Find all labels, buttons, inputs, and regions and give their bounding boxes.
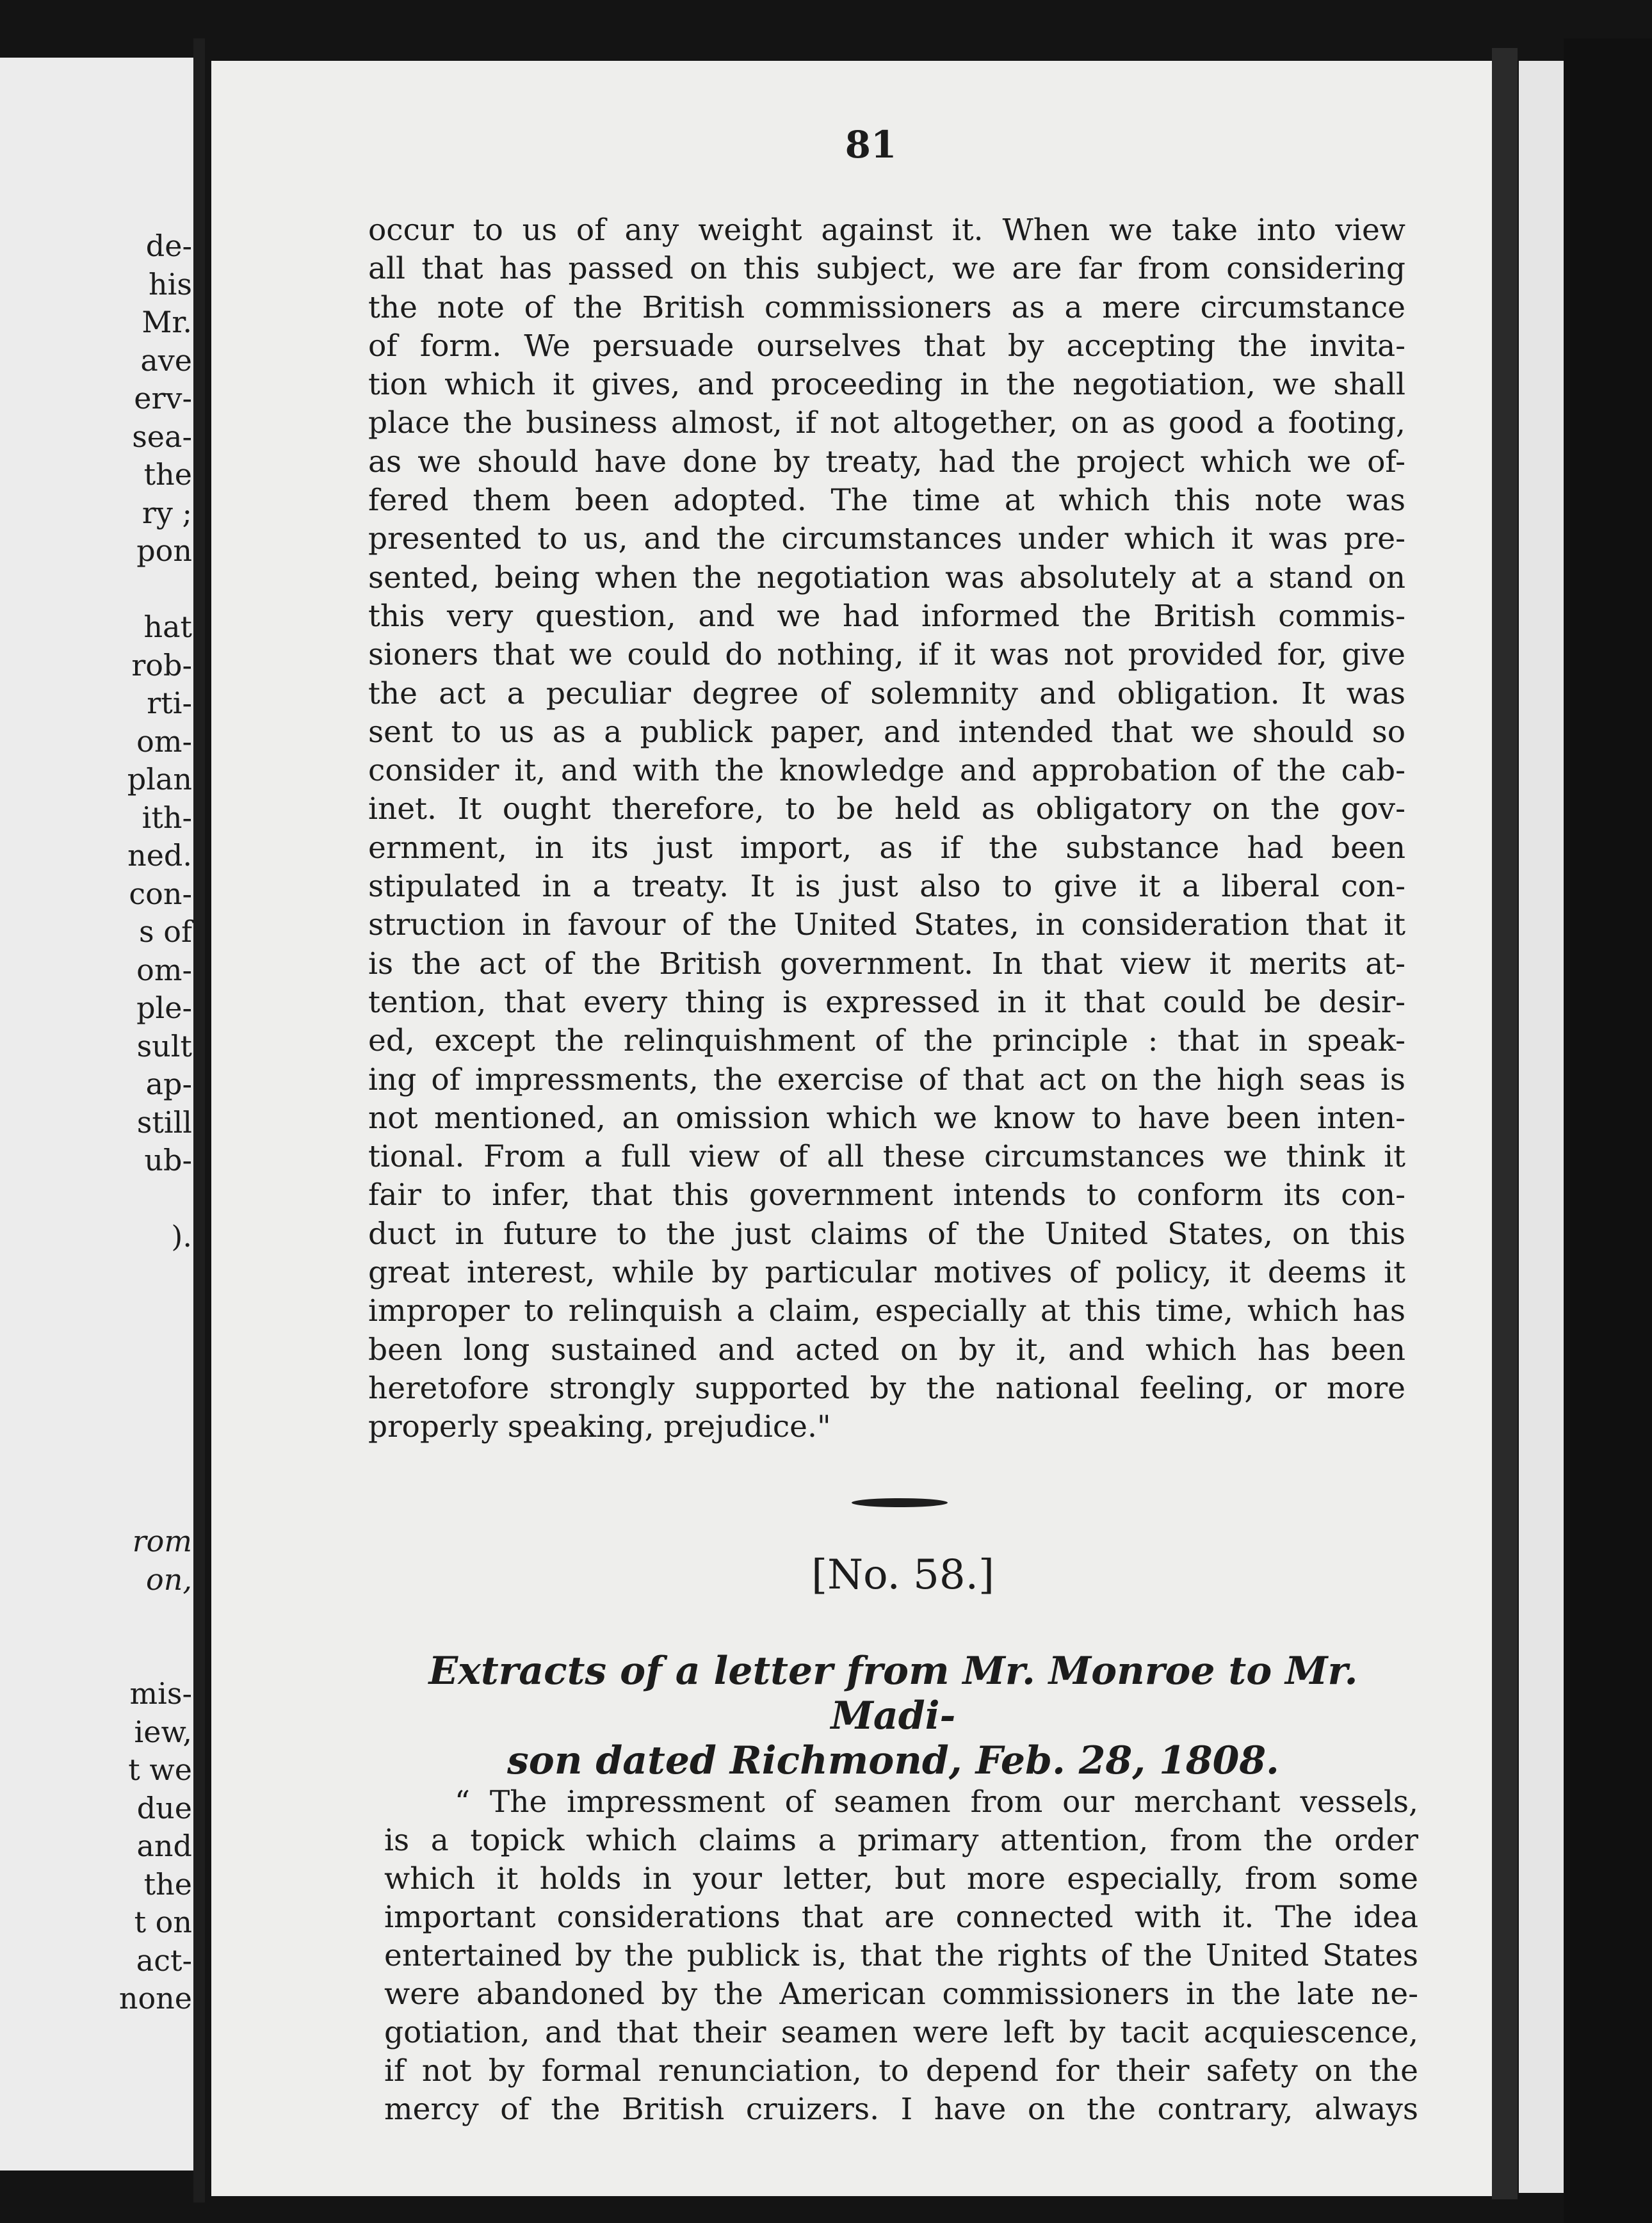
letter-body-line: “ The impressment of seamen from our merchant vessels, [455, 1784, 1418, 1820]
scan-background [1564, 38, 1652, 2223]
left-page-fragment: the [143, 457, 192, 492]
body-text-line: stipulated in a treaty. It is just also to give it a liberal con- [368, 869, 1405, 905]
left-page-fragment: mis- [129, 1676, 192, 1711]
left-page-fragment: sea- [132, 419, 192, 454]
left-page-fragment: rti- [147, 686, 192, 720]
left-page-fragment: de- [145, 229, 192, 263]
left-page-fragment: ry ; [142, 495, 192, 530]
left-page-fragment: rob- [131, 647, 192, 683]
body-text-line: place the business almost, if not altogether, on as good a footing, [368, 405, 1405, 441]
body-text-line: consider it, and with the knowledge and approbation of the cab- [368, 753, 1405, 789]
body-text-line: of form. We persuade ourselves that by accepting the invita- [368, 328, 1405, 364]
body-text-line: sent to us as a publick paper, and intended that we should so [368, 714, 1405, 750]
body-text-line: tion which it gives, and proceeding in the negotiation, we shall [368, 367, 1405, 403]
body-text-line: improper to relinquish a claim, especially at this time, which has [368, 1293, 1405, 1329]
letter-body-line: is a topick which claims a primary attention, from the order [384, 1823, 1418, 1858]
left-page-fragment: none [118, 1981, 192, 2016]
left-page-fragment: ub- [144, 1143, 192, 1177]
body-text-line: presented to us, and the circumstances under which it was pre- [368, 521, 1405, 557]
body-text-line: been long sustained and acted on by it, and which has been [368, 1332, 1405, 1368]
left-page-fragment: t on [134, 1905, 192, 1939]
left-page-fragment: erv- [134, 381, 192, 416]
section-heading: [No. 58.] [811, 1551, 994, 1599]
body-text-line: heretofore strongly supported by the national feeling, or more [368, 1370, 1405, 1406]
body-text-line: tention, that every thing is expressed in it that could be desir- [368, 984, 1405, 1020]
body-text-line: the act a peculiar degree of solemnity and obligation. It was [368, 675, 1405, 711]
body-text-line: sioners that we could do nothing, if it was not provided for, give [368, 637, 1405, 673]
body-text-line: duct in future to the just claims of the United States, on this [368, 1216, 1405, 1252]
body-text-line: sented, being when the negotiation was absolutely at a stand on [368, 560, 1405, 595]
right-page-edge-shadow [1492, 48, 1518, 2199]
letter-body-line: mercy of the British cruizers. I have on the contrary, always [384, 2092, 1418, 2127]
body-text-line: tional. From a full view of all these circumstances we think it [368, 1139, 1405, 1175]
left-page-fragment: act- [136, 1943, 192, 1978]
body-text-line: this very question, and we had informed the British commis- [368, 598, 1405, 634]
left-page-fragment: Mr. [142, 305, 192, 339]
body-text-line: occur to us of any weight against it. When we take into view [368, 213, 1405, 248]
ornamental-divider [852, 1498, 948, 1507]
letter-body-line: important considerations that are connected with it. The idea [384, 1900, 1418, 1935]
left-page-fragment: ave [140, 343, 192, 378]
letter-body-line: if not by formal renunciation, to depend for their safety on the [384, 2053, 1418, 2089]
body-text-line: great interest, while by particular motives of policy, it deems it [368, 1255, 1405, 1291]
left-page-fragment: ith- [142, 800, 192, 835]
right-page-edge [1519, 61, 1564, 2193]
body-text-line: all that has passed on this subject, we are far from considering [368, 251, 1405, 287]
left-page-fragment: om- [136, 952, 192, 987]
left-page-fragment: ple- [136, 990, 192, 1025]
left-page-fragment: hat [143, 610, 192, 644]
letter-body-line: gotiation, and that their seamen were left by tacit acquiescence, [384, 2015, 1418, 2050]
body-text-line: is the act of the British government. In that view it merits at- [368, 946, 1405, 982]
left-page-fragment: ). [171, 1219, 192, 1254]
body-text-line: fered them been adopted. The time at which this note was [368, 483, 1405, 519]
left-page-fragment: ned. [127, 838, 192, 873]
left-page-fragment: due [136, 1790, 192, 1825]
body-text-line: the note of the British commissioners as a mere circumstance [368, 289, 1405, 325]
left-page-fragment: con- [129, 876, 192, 911]
left-page-fragment: on, [146, 1562, 192, 1597]
left-page-fragment: t we [128, 1752, 192, 1787]
body-text-line: as we should have done by treaty, had the project which we of- [368, 444, 1405, 480]
left-page-fragment: rom [132, 1524, 192, 1558]
left-page-fragment: plan [127, 762, 192, 796]
letter-title [368, 1649, 1418, 1783]
body-paragraph [368, 211, 1405, 1447]
body-text-line: ed, except the relinquishment of the principle : that in speak- [368, 1023, 1405, 1059]
left-page-fragment: ap- [145, 1067, 192, 1101]
body-text-line: ing of impressments, the exercise of that act on the high seas is [368, 1062, 1405, 1097]
left-page-fragment: his [149, 266, 192, 302]
letter-body-line: which it holds in your letter, but more especially, from some [384, 1861, 1418, 1896]
left-page-fragment: om- [136, 723, 192, 759]
page-number: 81 [845, 123, 897, 166]
body-text-line: not mentioned, an omission which we know to have been inten- [368, 1100, 1405, 1136]
left-page-fragment: pon [136, 533, 192, 568]
body-text-line: properly speaking, prejudice." [368, 1409, 831, 1445]
left-page-fragment: the [143, 1866, 192, 1902]
letter-body [384, 1783, 1418, 2129]
left-page-fragment: iew, [134, 1714, 192, 1749]
body-text-line: ernment, in its just import, as if the substance had been [368, 830, 1405, 866]
letter-body-line: entertained by the publick is, that the rights of the United States [384, 1938, 1418, 1973]
left-page-fragment: still [136, 1104, 192, 1140]
left-page-fragment: sult [136, 1028, 192, 1063]
letter-body-line: were abandoned by the American commissioners in the late ne- [384, 1976, 1418, 2012]
left-page-fragment: s of [139, 914, 192, 949]
body-text-line: fair to infer, that this government intends to conform its con- [368, 1177, 1405, 1213]
body-text-line: inet. It ought therefore, to be held as obligatory on the gov- [368, 791, 1405, 827]
body-text-line: struction in favour of the United States, in consideration that it [368, 907, 1405, 943]
letter-title-line: Extracts of a letter from Mr. Monroe to Mr. Madi- [428, 1649, 1358, 1738]
left-page-fragment: and [136, 1829, 192, 1863]
letter-title-line: son dated Richmond, Feb. 28, 1808. [507, 1738, 1279, 1783]
gutter-shadow [193, 38, 205, 2203]
